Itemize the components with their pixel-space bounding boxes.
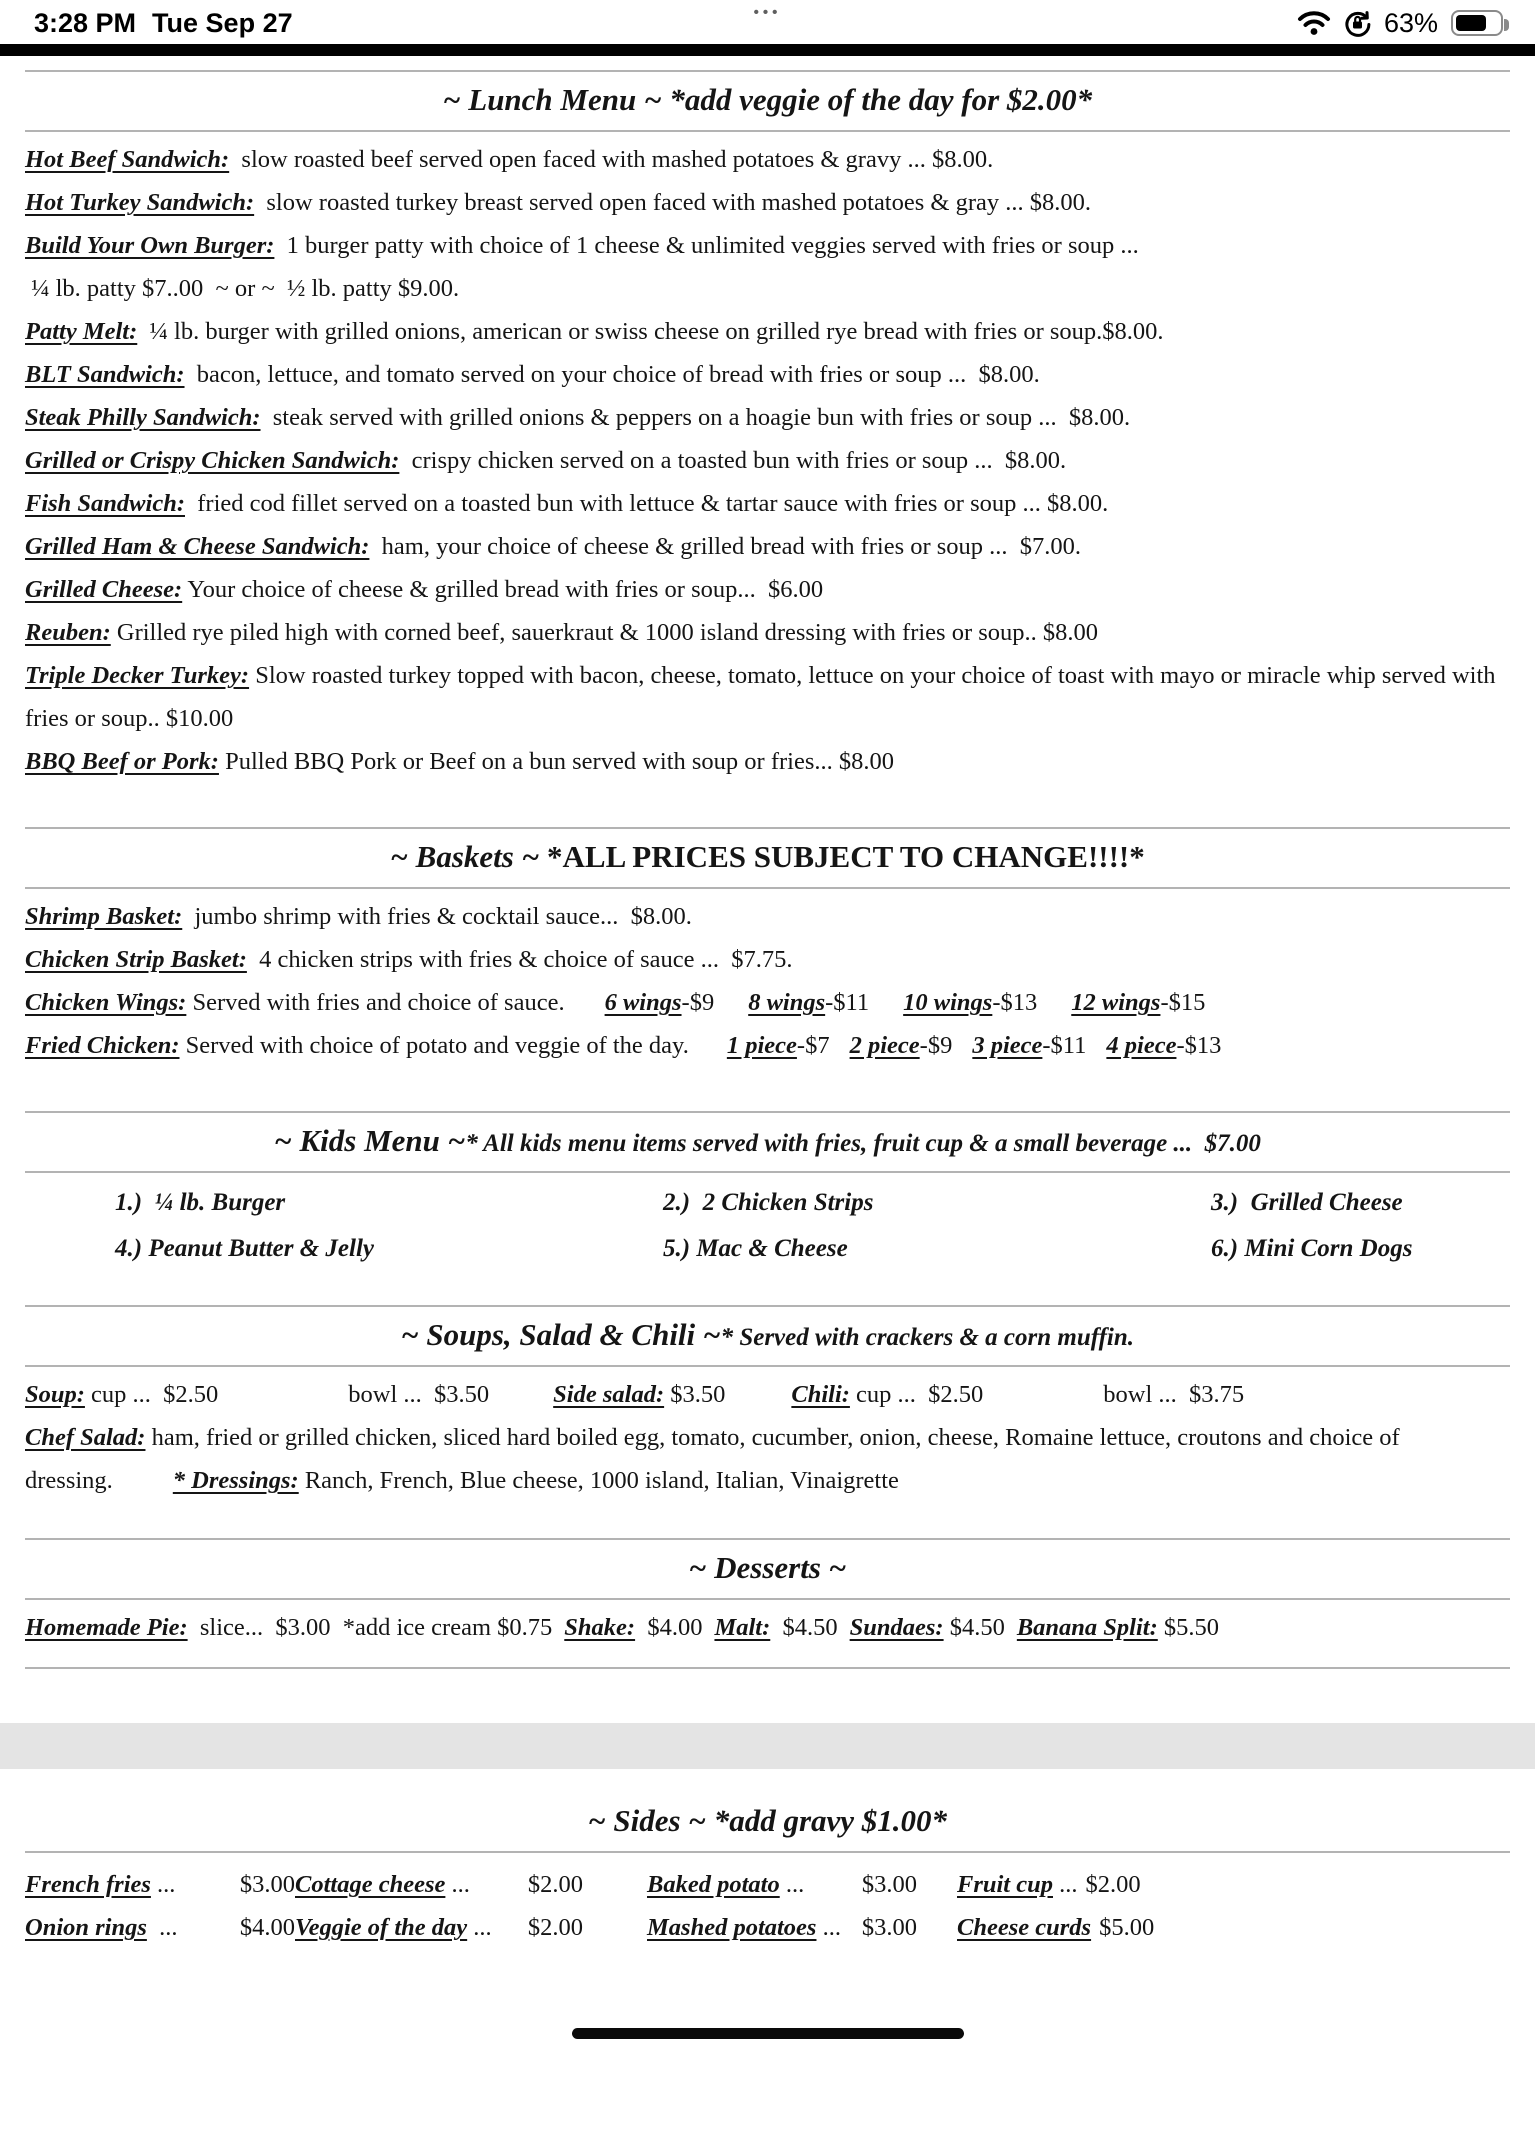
section-title: ~ Baskets ~ [390, 839, 540, 874]
item-price: $5.00 [1099, 1914, 1155, 1941]
sides-section-header [25, 1793, 1510, 1851]
menu-page-1 [0, 56, 1535, 1723]
dessert-segment [564, 1614, 702, 1641]
side-item [295, 1906, 647, 1949]
item-desc: steak served with grilled onions & peppers on a hoagie bun with fries or soup ... $8.00. [260, 404, 1131, 431]
price-segment [25, 1381, 218, 1408]
item-desc: slice... $3.00 *add ice cream $0.75 [187, 1614, 553, 1641]
item-name: Homemade Pie: [25, 1614, 188, 1641]
item-dots: ... [150, 1871, 176, 1898]
item-desc: fried cod fillet served on a toasted bun with lettuce & tartar sauce with fries or soup ... $8.00. [185, 490, 1109, 517]
item-name: * Dressings: [172, 1467, 299, 1494]
item-desc: Your choice of cheese & grilled bread with fries or soup... $6.00 [182, 576, 824, 603]
menu-item [25, 611, 1510, 654]
dessert-segment [25, 1614, 552, 1641]
item-name: Veggie of the day [295, 1914, 468, 1941]
section-note: * Served with crackers & a corn muffin. [720, 1324, 1135, 1351]
side-name-group [295, 1863, 470, 1906]
item-desc: 1 burger patty with choice of 1 cheese & unlimited veggies served with fries or soup ... [274, 232, 1139, 259]
menu-item [25, 138, 1510, 181]
price-segment: bowl ... $3.75 [1103, 1381, 1245, 1408]
option-price: -$11 [1042, 1032, 1087, 1059]
battery-icon [1451, 10, 1503, 36]
menu-item [25, 895, 1510, 938]
baskets-items [25, 889, 1510, 1111]
item-desc: ¼ lb. burger with grilled onions, american or swiss cheese on grilled rye bread with fries or soup.$8.00. [137, 318, 1164, 345]
menu-item [25, 525, 1510, 568]
fried-chicken-option [727, 1032, 830, 1059]
section-note: *add gravy $1.00* [705, 1803, 948, 1838]
item-name: Shake: [564, 1614, 636, 1641]
side-name-group [957, 1863, 1078, 1906]
section-title: ~ Desserts ~ [688, 1550, 847, 1585]
item-desc: ham, your choice of cheese & grilled bread with fries or soup ... $7.00. [369, 533, 1082, 560]
item-dots: ... [779, 1871, 805, 1898]
item-name: Hot Turkey Sandwich: [25, 189, 255, 216]
battery-nub [1504, 19, 1509, 31]
baskets-section-header [25, 829, 1510, 887]
item-desc: Slow roasted turkey topped with bacon, cheese, tomato, lettuce on your choice of toast with mayo or miracle whip served with fries or soup.. $10.00 [25, 662, 1502, 732]
item-desc: slow roasted turkey breast served open faced with mashed potatoes & gray ... $8.00. [254, 189, 1091, 216]
section-title: ~ Kids Menu ~ [274, 1123, 466, 1158]
kids-menu-item: 6.) Mini Corn Dogs [1211, 1235, 1413, 1262]
item-name: Onion rings [25, 1914, 147, 1941]
item-desc: $5.50 [1157, 1614, 1220, 1641]
option-name: 4 piece [1106, 1032, 1177, 1059]
status-right [1297, 8, 1503, 39]
soups-section-header [25, 1307, 1510, 1365]
item-name: BBQ Beef or Pork: [25, 748, 219, 775]
side-item [647, 1906, 957, 1949]
menu-item [25, 1373, 1510, 1416]
item-desc: 4 chicken strips with fries & choice of sauce ... $7.75. [246, 946, 793, 973]
side-item [957, 1906, 1510, 1949]
item-desc: Pulled BBQ Pork or Beef on a bun served with soup or fries... $8.00 [218, 748, 894, 775]
item-name: Banana Split: [1016, 1614, 1158, 1641]
item-name: Fried Chicken: [25, 1032, 180, 1059]
section-title: ~ Lunch Menu ~ [442, 82, 662, 117]
section-note: *ALL PRICES SUBJECT TO CHANGE!!!!* [539, 839, 1145, 874]
option-name: 2 piece [849, 1032, 920, 1059]
item-name: Mashed potatoes [647, 1914, 817, 1941]
kids-menu-item: 2.) 2 Chicken Strips [663, 1189, 874, 1216]
side-item [25, 1863, 295, 1906]
kids-menu-item: 5.) Mac & Cheese [663, 1235, 848, 1262]
item-name: Malt: [714, 1614, 771, 1641]
menu-item [25, 353, 1510, 396]
side-name-group [647, 1906, 841, 1949]
kids-menu-item: 4.) Peanut Butter & Jelly [115, 1235, 375, 1262]
orientation-lock-icon [1344, 10, 1371, 37]
item-price: $3.00 [861, 1871, 917, 1898]
side-name-group [25, 1906, 178, 1949]
item-name: Steak Philly Sandwich: [25, 404, 261, 431]
option-name: 3 piece [972, 1032, 1043, 1059]
option-name: 12 wings [1071, 989, 1161, 1016]
item-desc: cup ... $2.50 [84, 1381, 219, 1408]
kids-menu-item: 1.) ¼ lb. Burger [115, 1189, 286, 1216]
soups-items [25, 1367, 1510, 1538]
option-price: -$15 [1160, 989, 1206, 1016]
lunch-section-header [25, 72, 1510, 130]
wings-option [605, 989, 715, 1016]
item-desc: $4.00 [635, 1614, 703, 1641]
desserts-items [25, 1600, 1510, 1667]
page-gap [0, 1723, 1535, 1769]
menu-item [25, 1024, 1510, 1067]
price-segment [553, 1381, 725, 1408]
battery-percent: 63% [1383, 7, 1438, 38]
side-item [957, 1863, 1510, 1906]
item-name: BLT Sandwich: [25, 361, 185, 388]
menu-item [25, 938, 1510, 981]
menu-page-2 [0, 1769, 1535, 2149]
kids-items [25, 1173, 1510, 1305]
item-dots: ... [445, 1871, 470, 1898]
item-desc: ham, fried or grilled chicken, sliced hard boiled egg, tomato, cucumber, onion, cheese, Romaine lettuce, croutons and choice of dressing. [25, 1424, 1406, 1494]
document-viewport[interactable] [0, 56, 1535, 2149]
dessert-segment [714, 1614, 837, 1641]
section-note: * All kids menu items served with fries, fruit cup & a small beverage ... $7.00 [465, 1130, 1261, 1157]
menu-item [25, 439, 1510, 482]
option-price: -$13 [1176, 1032, 1222, 1059]
menu-item [25, 654, 1510, 740]
item-name: Chicken Wings: [25, 989, 187, 1016]
item-name: Grilled Ham & Cheese Sandwich: [25, 533, 370, 560]
item-name: Hot Beef Sandwich: [25, 146, 230, 173]
item-name: Reuben: [25, 619, 111, 646]
item-dots: ... [467, 1914, 492, 1941]
option-price: -$11 [825, 989, 870, 1016]
menu-item [25, 396, 1510, 439]
menu-item [25, 482, 1510, 525]
option-name: 8 wings [748, 989, 826, 1016]
item-price: $2.00 [527, 1871, 583, 1898]
item-desc: Served with choice of potato and veggie of the day. [179, 1032, 689, 1059]
item-name: Chili: [791, 1381, 850, 1408]
home-indicator[interactable] [572, 2028, 964, 2039]
item-dots: ... [816, 1914, 841, 1941]
item-name: Cottage cheese [295, 1871, 446, 1898]
option-name: 1 piece [726, 1032, 797, 1059]
menu-item [25, 568, 1510, 611]
item-name: Build Your Own Burger: [25, 232, 275, 259]
fried-chicken-option [850, 1032, 953, 1059]
item-price: $4.00 [239, 1914, 295, 1941]
item-desc: Grilled rye piled high with corned beef, sauerkraut & 1000 island dressing with fries or soup.. $8.00 [110, 619, 1099, 646]
item-desc: $4.50 [770, 1614, 838, 1641]
date: Tue Sep 27 [152, 7, 293, 38]
item-name: Baked potato [647, 1871, 780, 1898]
section-divider [25, 1667, 1510, 1669]
side-item [295, 1863, 647, 1906]
item-desc: $4.50 [943, 1614, 1005, 1641]
dessert-segment [1017, 1614, 1219, 1641]
option-name: 6 wings [604, 989, 682, 1016]
item-desc: Ranch, French, Blue cheese, 1000 island, Italian, Vinaigrette [298, 1467, 899, 1494]
desserts-section-header [25, 1540, 1510, 1598]
item-name: French fries [25, 1871, 151, 1898]
menu-item [25, 1606, 1510, 1649]
multitask-dots-icon: ••• [753, 4, 782, 21]
side-item [25, 1906, 295, 1949]
side-item [647, 1863, 957, 1906]
status-bar [0, 0, 1535, 44]
item-name: Triple Decker Turkey: [25, 662, 250, 689]
side-name-group [957, 1906, 1091, 1949]
item-name: Fruit cup [957, 1871, 1053, 1898]
item-name: Patty Melt: [25, 318, 138, 345]
item-name: Chicken Strip Basket: [25, 946, 247, 973]
section-title: ~ Soups, Salad & Chili ~ [400, 1317, 721, 1352]
item-name: Cheese curds [957, 1914, 1092, 1941]
kids-section-header [25, 1113, 1510, 1171]
item-name: Shrimp Basket: [25, 903, 183, 930]
option-price: -$9 [681, 989, 715, 1016]
sides-table [25, 1853, 1510, 1949]
section-title: ~ Sides ~ [587, 1803, 706, 1838]
item-desc: $3.50 [664, 1381, 726, 1408]
item-dots: ... [1053, 1871, 1078, 1898]
item-desc: slow roasted beef served open faced with mashed potatoes & gravy ... $8.00. [229, 146, 994, 173]
option-name: 10 wings [903, 989, 993, 1016]
side-name-group [25, 1863, 175, 1906]
item-desc: Served with fries and choice of sauce. [186, 989, 565, 1016]
item-name: Sundaes: [849, 1614, 944, 1641]
item-name: Chef Salad: [25, 1424, 146, 1451]
menu-item [25, 267, 1510, 310]
item-name: Grilled Cheese: [25, 576, 183, 603]
menu-item [25, 1416, 1510, 1502]
item-price: $2.00 [527, 1914, 583, 1941]
fried-chicken-option [972, 1032, 1086, 1059]
side-name-group [295, 1906, 492, 1949]
menu-item [25, 224, 1510, 267]
option-price: -$9 [919, 1032, 953, 1059]
price-segment: bowl ... $3.50 [348, 1381, 490, 1408]
item-name: Fish Sandwich: [25, 490, 185, 517]
item-price: $2.00 [1085, 1871, 1141, 1898]
option-price: -$13 [992, 989, 1038, 1016]
battery-fill [1456, 15, 1486, 31]
item-desc: ¼ lb. patty $7..00 ~ or ~ ½ lb. patty $9.00. [25, 275, 460, 302]
item-name: Soup: [25, 1381, 85, 1408]
menu-item [25, 981, 1510, 1024]
item-price: $3.00 [239, 1871, 295, 1898]
item-desc: crispy chicken served on a toasted bun with fries or soup ... $8.00. [399, 447, 1067, 474]
status-left [34, 8, 293, 39]
wings-option [748, 989, 869, 1016]
section-note: *add veggie of the day for $2.00* [661, 82, 1093, 117]
wifi-icon [1297, 10, 1331, 36]
price-segment [791, 1381, 983, 1408]
dessert-segment [850, 1614, 1005, 1641]
item-desc: jumbo shrimp with fries & cocktail sauce... $8.00. [182, 903, 692, 930]
item-desc: bacon, lettuce, and tomato served on your choice of bread with fries or soup ... $8.00. [184, 361, 1040, 388]
lunch-items [25, 132, 1510, 827]
fried-chicken-option [1106, 1032, 1221, 1059]
wings-option [903, 989, 1037, 1016]
kids-menu-item: 3.) Grilled Cheese [1211, 1189, 1403, 1216]
menu-item [25, 181, 1510, 224]
app-chrome-bar [0, 44, 1535, 56]
menu-item [25, 740, 1510, 783]
menu-item [25, 310, 1510, 353]
clock: 3:28 PM [34, 7, 137, 38]
wings-option [1071, 989, 1205, 1016]
item-name: Grilled or Crispy Chicken Sandwich: [25, 447, 400, 474]
option-price: -$7 [796, 1032, 830, 1059]
item-price: $3.00 [861, 1914, 917, 1941]
side-name-group [647, 1863, 804, 1906]
item-desc: cup ... $2.50 [849, 1381, 984, 1408]
item-dots: ... [146, 1914, 178, 1941]
item-name: Side salad: [553, 1381, 665, 1408]
